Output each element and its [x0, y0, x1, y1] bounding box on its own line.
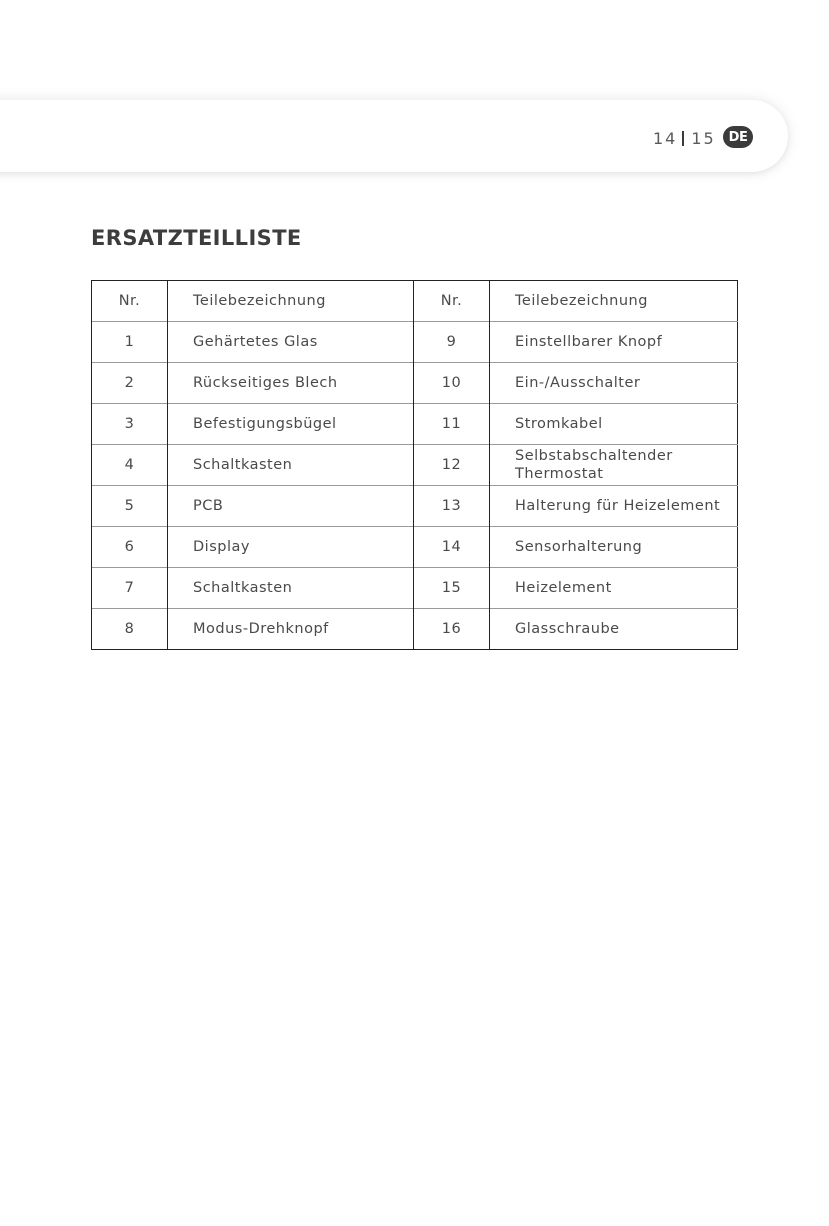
part-number: 4	[92, 445, 168, 486]
table-row	[92, 486, 738, 527]
page-numbers	[653, 127, 716, 149]
part-number: 11	[414, 404, 490, 445]
part-name: Einstellbarer Knopf	[490, 322, 738, 363]
part-number: 16	[414, 609, 490, 650]
table-row	[92, 609, 738, 650]
part-name: Gehärtetes Glas	[168, 322, 414, 363]
part-name: Halterung für Heizelement	[490, 486, 738, 527]
table-row	[92, 404, 738, 445]
part-number: 8	[92, 609, 168, 650]
part-name: Schaltkasten	[168, 568, 414, 609]
part-name: Sensorhalterung	[490, 527, 738, 568]
table-row	[92, 568, 738, 609]
column-header-nr: Nr.	[414, 281, 490, 322]
language-badge: DE	[723, 126, 753, 148]
part-number: 14	[414, 527, 490, 568]
part-number: 10	[414, 363, 490, 404]
part-name: Modus-Drehknopf	[168, 609, 414, 650]
part-name: Selbstabschaltender Thermostat	[490, 445, 738, 486]
part-number: 6	[92, 527, 168, 568]
part-name: Befestigungsbügel	[168, 404, 414, 445]
table-row	[92, 322, 738, 363]
part-name: Glasschraube	[490, 609, 738, 650]
column-header-part-name: Teilebezeichnung	[168, 281, 414, 322]
page-separator	[682, 131, 684, 146]
table-row	[92, 363, 738, 404]
parts-table	[91, 280, 738, 650]
part-name: Schaltkasten	[168, 445, 414, 486]
table-header-row	[92, 281, 738, 322]
part-number: 13	[414, 486, 490, 527]
part-number: 5	[92, 486, 168, 527]
table-row	[92, 527, 738, 568]
part-number: 1	[92, 322, 168, 363]
page-number-left: 14	[653, 128, 678, 148]
part-number: 9	[414, 322, 490, 363]
part-name: Display	[168, 527, 414, 568]
part-name: Heizelement	[490, 568, 738, 609]
part-name: PCB	[168, 486, 414, 527]
part-number: 12	[414, 445, 490, 486]
part-name: Rückseitiges Blech	[168, 363, 414, 404]
page-number-right: 15	[691, 128, 716, 148]
part-number: 2	[92, 363, 168, 404]
table-row	[92, 445, 738, 486]
part-name: Stromkabel	[490, 404, 738, 445]
column-header-part-name: Teilebezeichnung	[490, 281, 738, 322]
column-header-nr: Nr.	[92, 281, 168, 322]
part-number: 7	[92, 568, 168, 609]
page-title: ERSATZTEILLISTE	[91, 226, 302, 250]
part-name: Ein-/Ausschalter	[490, 363, 738, 404]
part-number: 3	[92, 404, 168, 445]
part-number: 15	[414, 568, 490, 609]
